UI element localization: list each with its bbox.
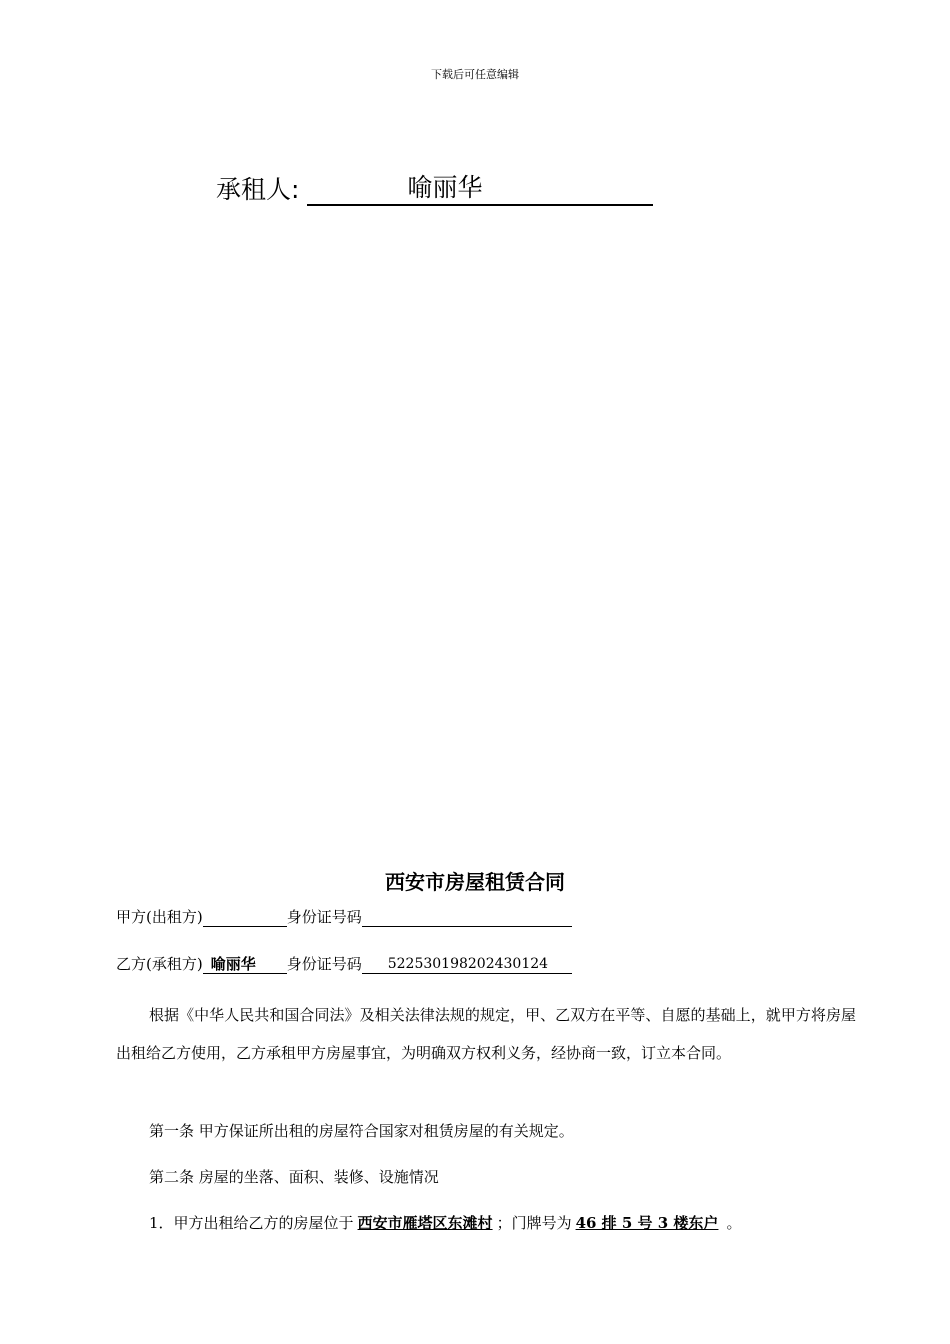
party-a-line [116,906,572,927]
item-1-middle: ；门牌号为 [496,1214,572,1232]
party-b-name: 喻丽华 [203,955,287,974]
header-note: 下载后可任意编辑 [431,68,519,81]
lessee-label: 承租人: [216,175,300,204]
lessee-signature-line [216,170,653,206]
party-b-line [116,953,572,974]
party-a-name [203,926,287,927]
party-b-id-number: 522530198202430124 [362,955,572,974]
article-2: 第二条 房屋的坐落、面积、装修、设施情况 [149,1168,439,1186]
article-1: 第一条 甲方保证所出租的房屋符合国家对租赁房屋的有关规定。 [149,1122,574,1140]
party-a-id-number [362,926,572,927]
article-2-item-1 [149,1212,741,1233]
house-location: 西安市雁塔区东滩村 [357,1214,493,1232]
lessee-name: 喻丽华 [307,171,653,206]
item-1-prefix: 1．甲方出租给乙方的房屋位于 [149,1214,354,1232]
house-number: 46 排 5 号 3 楼东户 [575,1214,719,1232]
party-b-id-label: 身份证号码 [286,955,362,973]
party-a-label: 甲方(出租方) [116,908,203,926]
intro-paragraph: 根据《中华人民共和国合同法》及相关法律法规的规定，甲、乙双方在平等、自愿的基础上，就甲方将房屋出租给乙方使用，乙方承租甲方房屋事宜，为明确双方权利义务，经协商一致，订立本合同。 [116,1006,856,1062]
item-1-suffix: 。 [726,1214,742,1232]
party-a-id-label: 身份证号码 [286,908,362,926]
party-b-label: 乙方(承租方) [116,955,203,973]
contract-title: 西安市房屋租赁合同 [385,870,565,894]
